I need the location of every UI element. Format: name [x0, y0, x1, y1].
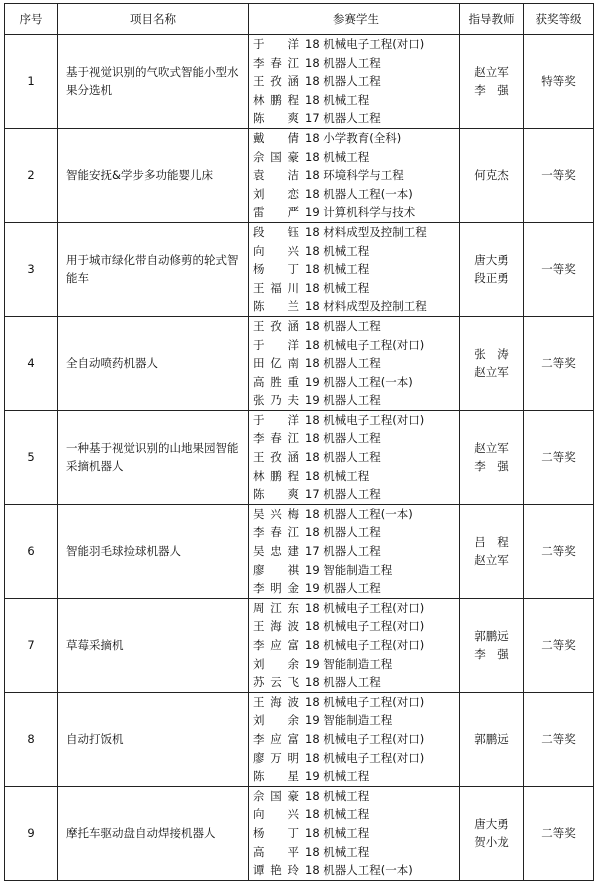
student-entry [253, 279, 459, 298]
student-entry [253, 72, 459, 91]
student-entry [253, 91, 459, 110]
header-award: 获奖等级 [524, 4, 594, 35]
student-major: 18 机械电子工程(对口) [305, 412, 425, 427]
header-no: 序号 [5, 4, 58, 35]
cell-award: 二等奖 [524, 504, 594, 598]
student-name: 王海波 [253, 694, 299, 709]
student-major: 17 机器人工程 [305, 544, 381, 559]
student-major: 18 机器人工程(一本) [305, 863, 413, 878]
student-major: 18 材料成型及控制工程 [305, 299, 427, 314]
student-major: 19 计算机科学与技术 [305, 205, 416, 220]
student-entry [253, 166, 459, 185]
student-entry [253, 317, 459, 336]
student-name: 陈 爽 [253, 487, 299, 502]
student-entry [253, 561, 459, 580]
student-major: 18 机械电子工程(对口) [305, 750, 425, 765]
cell-students [249, 316, 460, 410]
cell-teachers [460, 316, 524, 410]
student-name: 廖 祺 [253, 562, 299, 577]
student-entry [253, 54, 459, 73]
student-name: 王孜涵 [253, 318, 299, 333]
cell-no: 5 [5, 410, 58, 504]
cell-students [249, 504, 460, 598]
student-name: 向 兴 [253, 243, 299, 258]
student-entry [253, 861, 459, 880]
student-major: 18 机械工程 [305, 262, 370, 277]
student-major: 18 机械工程 [305, 788, 370, 803]
student-name: 张乃夫 [253, 393, 299, 408]
teacher-name: 唐大勇 [474, 252, 509, 267]
student-entry [253, 749, 459, 768]
student-major: 18 机械工程 [305, 280, 370, 295]
student-name: 刘 余 [253, 656, 299, 671]
cell-teachers [460, 598, 524, 692]
cell-project-name: 智能羽毛球捡球机器人 [58, 504, 249, 598]
cell-project-name: 草莓采摘机 [58, 598, 249, 692]
table-row [5, 35, 594, 129]
student-major: 18 机械电子工程(对口) [305, 638, 425, 652]
student-name: 袁 洁 [253, 168, 299, 183]
cell-no: 9 [5, 786, 58, 880]
student-major: 18 机械电子工程(对口) [305, 694, 425, 709]
teacher-name: 李 强 [474, 647, 509, 662]
student-name: 雷 严 [253, 205, 299, 220]
student-entry [253, 655, 459, 674]
cell-project-name: 自动打饭机 [58, 692, 249, 786]
teacher-name: 吕 程 [474, 534, 509, 549]
table-row [5, 692, 594, 786]
student-name: 李春江 [253, 525, 299, 540]
student-name: 王孜涵 [253, 450, 299, 465]
cell-no: 1 [5, 35, 58, 129]
student-name: 陈 爽 [253, 111, 299, 126]
cell-award: 二等奖 [524, 410, 594, 504]
table-row [5, 128, 594, 222]
cell-project-name: 用于城市绿化带自动修剪的轮式智能车 [58, 222, 249, 316]
teacher-name: 赵立军 [474, 365, 509, 380]
student-entry [253, 411, 459, 430]
teacher-name: 李 强 [474, 459, 509, 474]
student-name: 陈 兰 [253, 299, 299, 314]
student-entry [253, 148, 459, 167]
teacher-name: 赵立军 [474, 64, 509, 79]
student-entry [253, 767, 459, 786]
student-entry [253, 824, 459, 843]
cell-no: 8 [5, 692, 58, 786]
student-major: 18 材料成型及控制工程 [305, 224, 427, 239]
student-major: 18 机器人工程 [305, 74, 381, 89]
student-name: 于 洋 [253, 337, 299, 352]
student-entry [253, 109, 459, 128]
cell-students [249, 35, 460, 129]
student-major: 18 机械电子工程(对口) [305, 619, 425, 634]
student-major: 18 机械工程 [305, 243, 370, 258]
student-entry [253, 636, 459, 655]
student-entry [253, 354, 459, 373]
cell-project-name: 全自动喷药机器人 [58, 316, 249, 410]
student-major: 17 机器人工程 [305, 487, 381, 502]
cell-students [249, 128, 460, 222]
student-name: 杨 丁 [253, 825, 299, 840]
student-entry [253, 203, 459, 222]
student-major: 18 环境科学与工程 [305, 168, 404, 183]
header-project: 项目名称 [58, 4, 249, 35]
student-entry [253, 485, 459, 504]
student-name: 林鹏程 [253, 468, 299, 483]
student-entry [253, 523, 459, 542]
cell-students [249, 692, 460, 786]
cell-no: 3 [5, 222, 58, 316]
cell-teachers [460, 222, 524, 316]
teacher-name: 何克杰 [474, 168, 509, 183]
student-major: 18 机械电子工程(对口) [305, 37, 425, 51]
student-major: 18 机器人工程 [305, 55, 381, 70]
student-name: 高胜重 [253, 374, 299, 389]
cell-project-name: 一种基于视觉识别的山地果园智能采摘机器人 [58, 410, 249, 504]
student-entry [253, 242, 459, 261]
student-entry [253, 448, 459, 467]
student-entry [253, 805, 459, 824]
student-entry [253, 185, 459, 204]
cell-award: 二等奖 [524, 692, 594, 786]
cell-project-name: 基于视觉识别的气吹式智能小型水果分选机 [58, 35, 249, 129]
student-major: 19 智能制造工程 [305, 562, 393, 577]
student-entry [253, 693, 459, 712]
student-name: 刘 恋 [253, 186, 299, 201]
student-entry [253, 673, 459, 692]
cell-no: 6 [5, 504, 58, 598]
student-entry [253, 429, 459, 448]
student-name: 谭艳玲 [253, 863, 299, 878]
student-major: 18 机器人工程 [305, 356, 381, 371]
student-entry [253, 336, 459, 355]
student-entry [253, 542, 459, 561]
student-major: 18 机械电子工程(对口) [305, 600, 425, 615]
student-major: 17 机器人工程 [305, 111, 381, 126]
student-name: 李明金 [253, 581, 299, 596]
student-name: 苏云飞 [253, 675, 299, 690]
student-entry [253, 599, 459, 618]
student-major: 18 机械电子工程(对口) [305, 731, 425, 746]
table-row [5, 316, 594, 410]
student-name: 戴 倩 [253, 130, 299, 145]
student-entry [253, 579, 459, 598]
student-name: 高 平 [253, 844, 299, 859]
student-name: 吴忠建 [253, 544, 299, 559]
cell-students [249, 598, 460, 692]
student-major: 18 机械电子工程(对口) [305, 337, 425, 352]
student-major: 18 机械工程 [305, 807, 370, 822]
teacher-name: 段正勇 [474, 271, 509, 286]
student-name: 于 洋 [253, 412, 299, 427]
student-major: 18 机器人工程 [305, 675, 381, 690]
cell-award: 二等奖 [524, 316, 594, 410]
teacher-name: 郭鹏远 [474, 628, 509, 643]
cell-no: 2 [5, 128, 58, 222]
student-name: 佘国豪 [253, 788, 299, 803]
student-entry [253, 223, 459, 242]
student-name: 王海波 [253, 619, 299, 634]
student-entry [253, 391, 459, 410]
student-major: 18 机械工程 [305, 825, 370, 840]
cell-students [249, 410, 460, 504]
student-entry [253, 505, 459, 524]
cell-award: 一等奖 [524, 222, 594, 316]
student-name: 陈 星 [253, 769, 299, 784]
teacher-name: 唐大勇 [474, 816, 509, 831]
student-name: 李应富 [253, 731, 299, 746]
cell-award: 二等奖 [524, 786, 594, 880]
teacher-name: 赵立军 [474, 440, 509, 455]
student-name: 于 洋 [253, 37, 299, 51]
student-major: 19 机械工程 [305, 769, 370, 784]
student-name: 林鹏程 [253, 92, 299, 107]
student-name: 廖万明 [253, 750, 299, 765]
student-major: 19 智能制造工程 [305, 713, 393, 728]
student-name: 吴兴梅 [253, 506, 299, 521]
student-major: 18 机械工程 [305, 844, 370, 859]
student-major: 19 智能制造工程 [305, 656, 393, 671]
table-row [5, 504, 594, 598]
cell-no: 4 [5, 316, 58, 410]
teacher-name: 贺小龙 [474, 835, 509, 850]
table-body [5, 35, 594, 881]
table-row [5, 410, 594, 504]
cell-teachers [460, 504, 524, 598]
student-major: 19 机器人工程(一本) [305, 374, 413, 389]
student-entry [253, 129, 459, 148]
student-entry [253, 843, 459, 862]
student-name: 向 兴 [253, 807, 299, 822]
student-major: 18 机械工程 [305, 468, 370, 483]
student-name: 李春江 [253, 431, 299, 446]
table-row [5, 222, 594, 316]
student-name: 刘 余 [253, 713, 299, 728]
student-name: 段 钰 [253, 224, 299, 239]
student-name: 王孜涵 [253, 74, 299, 89]
cell-teachers [460, 692, 524, 786]
student-major: 18 小学教育(全科) [305, 130, 402, 145]
cell-teachers [460, 410, 524, 504]
table-row [5, 598, 594, 692]
student-name: 王福川 [253, 280, 299, 295]
student-major: 18 机器人工程(一本) [305, 506, 413, 521]
student-major: 18 机械工程 [305, 149, 370, 164]
header-students: 参赛学生 [249, 4, 460, 35]
student-entry [253, 617, 459, 636]
awards-table [4, 3, 594, 881]
student-entry [253, 787, 459, 806]
student-entry [253, 711, 459, 730]
student-entry [253, 297, 459, 316]
student-entry [253, 35, 459, 54]
student-name: 李春江 [253, 55, 299, 70]
cell-teachers [460, 35, 524, 129]
student-entry [253, 730, 459, 749]
student-name: 杨 丁 [253, 262, 299, 277]
cell-teachers [460, 128, 524, 222]
cell-students [249, 786, 460, 880]
student-entry [253, 373, 459, 392]
student-entry [253, 260, 459, 279]
student-major: 18 机器人工程 [305, 450, 381, 465]
student-name: 周江东 [253, 600, 299, 615]
student-major: 18 机器人工程 [305, 318, 381, 333]
cell-award: 特等奖 [524, 35, 594, 129]
teacher-name: 郭鹏远 [474, 731, 509, 746]
cell-no: 7 [5, 598, 58, 692]
cell-teachers [460, 786, 524, 880]
student-name: 田亿南 [253, 356, 299, 371]
cell-project-name: 摩托车驱动盘自动焊接机器人 [58, 786, 249, 880]
student-major: 19 机器人工程 [305, 393, 381, 408]
student-major: 18 机械工程 [305, 92, 370, 107]
student-major: 18 机器人工程 [305, 431, 381, 446]
cell-students [249, 222, 460, 316]
teacher-name: 张 涛 [474, 346, 509, 361]
student-name: 佘国豪 [253, 149, 299, 164]
cell-award: 二等奖 [524, 598, 594, 692]
teacher-name: 赵立军 [474, 553, 509, 568]
header-teachers: 指导教师 [460, 4, 524, 35]
cell-award: 一等奖 [524, 128, 594, 222]
student-name: 李应富 [253, 638, 299, 652]
student-major: 18 机器人工程 [305, 525, 381, 540]
table-header-row [5, 4, 594, 35]
teacher-name: 李 强 [474, 83, 509, 98]
student-major: 19 机器人工程 [305, 581, 381, 596]
student-entry [253, 467, 459, 486]
student-major: 18 机器人工程(一本) [305, 186, 413, 201]
cell-project-name: 智能安抚&学步多功能婴儿床 [58, 128, 249, 222]
table-row [5, 786, 594, 880]
